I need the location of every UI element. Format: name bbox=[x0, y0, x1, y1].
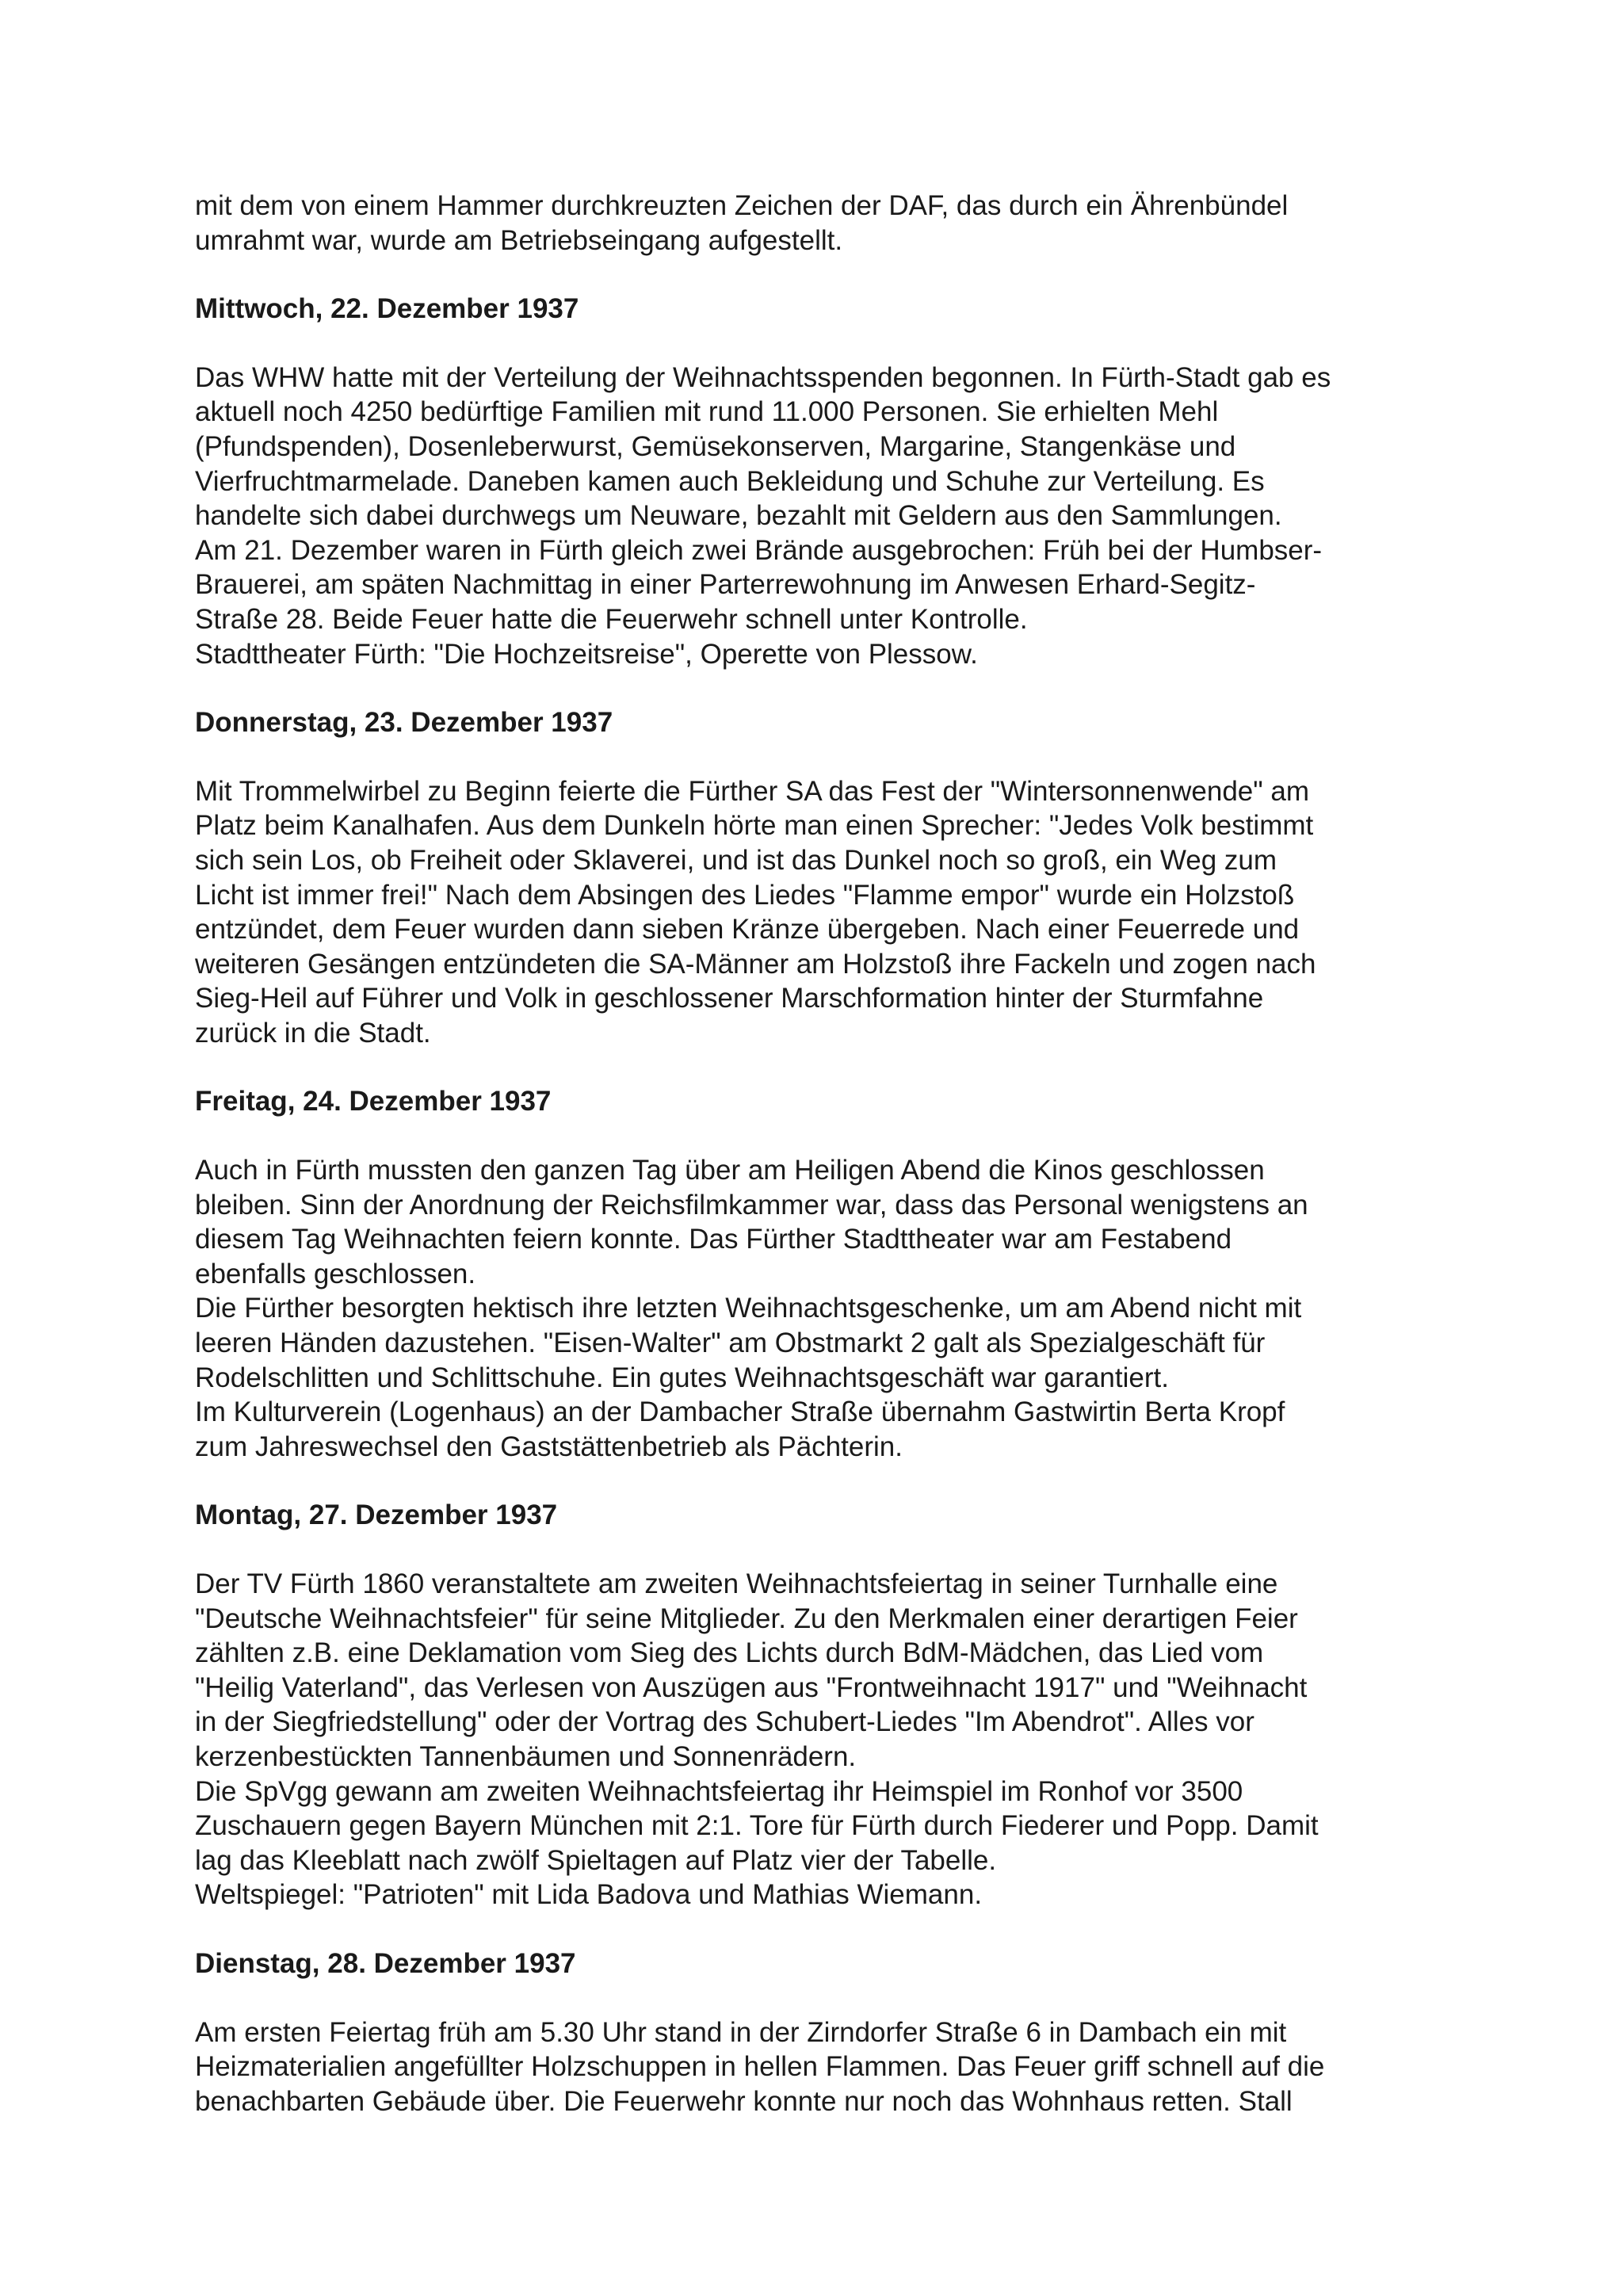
intro-paragraph: mit dem von einem Hammer durchkreuzten Zeichen der DAF, das durch ein Ährenbündel umrahmt war, wurde am Betriebseingang aufgestellt. bbox=[195, 190, 1289, 256]
section-heading-montag-27: Montag, 27. Dezember 1937 bbox=[195, 1499, 558, 1531]
section-body-montag-27: Der TV Fürth 1860 veranstaltete am zweiten Weihnachtsfeiertag in seiner Turnhalle eine "Deutsche Weihnachtsfeier" für seine Mitglieder. Zu den Merkmalen einer derartigen Feier zählten z.B. eine Deklamation vom Sieg des Lichts durch BdM-Mädchen, das Lied vom "Heilig Vaterland", das Verlesen von Auszügen aus "Frontweihnacht 1917" und "Weihnacht in der Siegfriedstellung" oder der Vortrag des Schubert-Liedes "Im Abendrot". Alles vor kerzenbestückten Tannenbäumen und Sonnenrädern. Die SpVgg gewann am zweiten Weihnachtsfeiertag ihr Heimspiel im Ronhof vor 3500 Zuschauern gegen Bayern München mit 2:1. Tore für Fürth durch Fiederer und Popp. Damit lag das Kleeblatt nach zwölf Spieltagen auf Platz vier der Tabelle. Weltspiegel: "Patrioten" mit Lida Badova und Mathias Wiemann. bbox=[195, 1568, 1319, 1911]
section-heading-freitag-24: Freitag, 24. Dezember 1937 bbox=[195, 1086, 552, 1117]
document-content bbox=[195, 189, 1463, 2118]
section-body-donnerstag-23: Mit Trommelwirbel zu Beginn feierte die Fürther SA das Fest der "Wintersonnenwende" am Platz beim Kanalhafen. Aus dem Dunkeln hörte man einen Sprecher: "Jedes Volk bestimmt sich sein Los, ob Freiheit oder Sklaverei, und ist das Dunkel noch so groß, ein Weg zum Licht ist immer frei!" Nach dem Absingen des Liedes "Flamme empor" wurde ein Holzstoß entzündet, dem Feuer wurden dann sieben Kränze übergeben. Nach einer Feuerrede und weiteren Gesängen entzündeten die SA-Männer am Holzstoß ihre Fackeln und zogen nach Sieg-Heil auf Führer und Volk in geschlossener Marschformation hinter der Sturmfahne zurück in die Stadt. bbox=[195, 775, 1316, 1049]
section-body-mittwoch-22: Das WHW hatte mit der Verteilung der Weihnachtsspenden begonnen. In Fürth-Stadt gab es aktuell noch 4250 bedürftige Familien mit rund 11.000 Personen. Sie erhielten Mehl (Pfundspenden), Dosenleberwurst, Gemüsekonserven, Margarine, Stangenkäse und Vierfruchtmarmelade. Daneben kamen auch Bekleidung und Schuhe zur Verteilung. Es handelte sich dabei durchwegs um Neuware, bezahlt mit Geldern aus den Sammlungen. Am 21. Dezember waren in Fürth gleich zwei Brände ausgebrochen: Früh bei der Humbser- Brauerei, am späten Nachmittag in einer Parterrewohnung im Anwesen Erhard-Segitz- Straße 28. Beide Feuer hatte die Feuerwehr schnell unter Kontrolle. Stadttheater Fürth: "Die Hochzeitsreise", Operette von Plessow. bbox=[195, 361, 1331, 670]
section-body-freitag-24: Auch in Fürth mussten den ganzen Tag über am Heiligen Abend die Kinos geschlossen bleiben. Sinn der Anordnung der Reichsfilmkammer war, dass das Personal wenigstens an diesem Tag Weihnachten feiern konnte. Das Fürther Stadttheater war am Festabend ebenfalls geschlossen. Die Fürther besorgten hektisch ihre letzten Weihnachtsgeschenke, um am Abend nicht mit leeren Händen dazustehen. "Eisen-Walter" am Obstmarkt 2 galt als Spezialgeschäft für Rodelschlitten und Schlittschuhe. Ein gutes Weihnachtsgeschäft war garantiert. Im Kulturverein (Logenhaus) an der Dambacher Straße übernahm Gastwirtin Berta Kropf zum Jahreswechsel den Gaststättenbetrieb als Pächterin. bbox=[195, 1155, 1308, 1462]
section-heading-donnerstag-23: Donnerstag, 23. Dezember 1937 bbox=[195, 707, 613, 739]
section-heading-mittwoch-22: Mittwoch, 22. Dezember 1937 bbox=[195, 293, 579, 325]
section-heading-dienstag-28: Dienstag, 28. Dezember 1937 bbox=[195, 1947, 576, 1979]
section-body-dienstag-28: Am ersten Feiertag früh am 5.30 Uhr stand in der Zirndorfer Straße 6 in Dambach ein mit Heizmaterialien angefüllter Holzschuppen in hellen Flammen. Das Feuer griff schnell auf die benachbarten Gebäude über. Die Feuerwehr konnte nur noch das Wohnhaus retten. Stall bbox=[195, 2016, 1325, 2117]
